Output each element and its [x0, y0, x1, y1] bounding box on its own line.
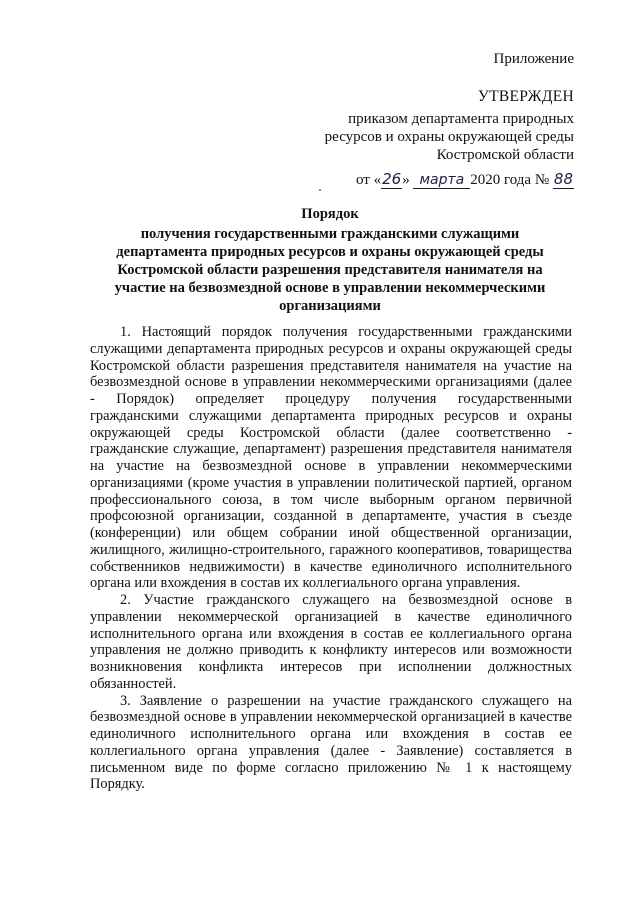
title-line-4: участие на безвозмездной основе в управлении некоммерческими: [114, 280, 546, 296]
paragraph-2: 2. Участие гражданского служащего на безвозмездной основе в управлении некоммерческой организацией в качестве единоличного исполнительного органа или вхождения в состав ее коллегиального органа управления не должно приводить к конфликту интересов или возможности возникновения конфликта интересов при исполнении должностных обязанностей.: [90, 592, 572, 692]
order-day-handwritten: 26: [382, 170, 402, 188]
title-line-1: получения государственными гражданскими служащими: [140, 226, 520, 242]
order-suffix: 2020 года №: [470, 172, 550, 188]
order-line-3: Костромской области: [436, 147, 574, 163]
appendix-label: Приложение: [493, 51, 574, 67]
order-month-handwritten: марта: [413, 172, 470, 189]
document-body: [90, 324, 572, 793]
scan-dot: [319, 189, 321, 191]
approval-block: [325, 88, 574, 189]
paragraph-3: 3. Заявление о разрешении на участие гражданского служащего на безвозмездной основе в управлении некоммерческой организацией в качестве единоличного исполнительного органа или вхождения в состав ее коллегиального органа управления (далее - Заявление) составляется в письменном виде по форме согласно приложению № 1 к настоящему Порядку.: [90, 692, 572, 793]
approved-title: УТВЕРЖДЕН: [477, 88, 574, 105]
title-heading: Порядок: [301, 206, 359, 222]
title-line-2: департамента природных ресурсов и охраны окружающей среды: [116, 244, 544, 260]
paragraph-1: 1. Настоящий порядок получения государственными гражданскими служащими департамента природных ресурсов и охраны окружающей среды Костромской области разрешения представителя нанимателя на участие на безвозмездной основе в управлении некоммерческими организациями (далее - Порядок) определяет процедуру получения государственными гражданскими служащими департамента природных ресурсов и охраны окружающей среды Костромской области (далее соответственно - гражданские служащие, департамент) разрешения представителя нанимателя на участие на безвозмездной основе в управлении некоммерческими организациями (кроме участия в управлении политической партией, органом профессионального союза, в том числе выборным органом первичной профсоюзной организации, созданной в департаменте, участия в съезде (конференции) или общем собрании иной общественной организации, жилищного, жилищно-строительного, гаражного кооперативов, товарищества собственников недвижимости) в качестве единоличного исполнительного органа или вхождения в состав их коллегиального органа управления.: [90, 324, 572, 592]
title-line-3: Костромской области разрешения представителя нанимателя на: [117, 262, 543, 278]
order-mid: »: [402, 172, 410, 188]
title-line-5: организациями: [279, 298, 381, 314]
order-line-1: приказом департамента природных: [348, 111, 574, 127]
order-prefix: от «: [355, 172, 382, 188]
document-title: [80, 205, 580, 315]
order-number-handwritten: 88: [553, 170, 573, 188]
order-date-line: [325, 170, 574, 189]
order-line-2: ресурсов и охраны окружающей среды: [324, 129, 574, 145]
